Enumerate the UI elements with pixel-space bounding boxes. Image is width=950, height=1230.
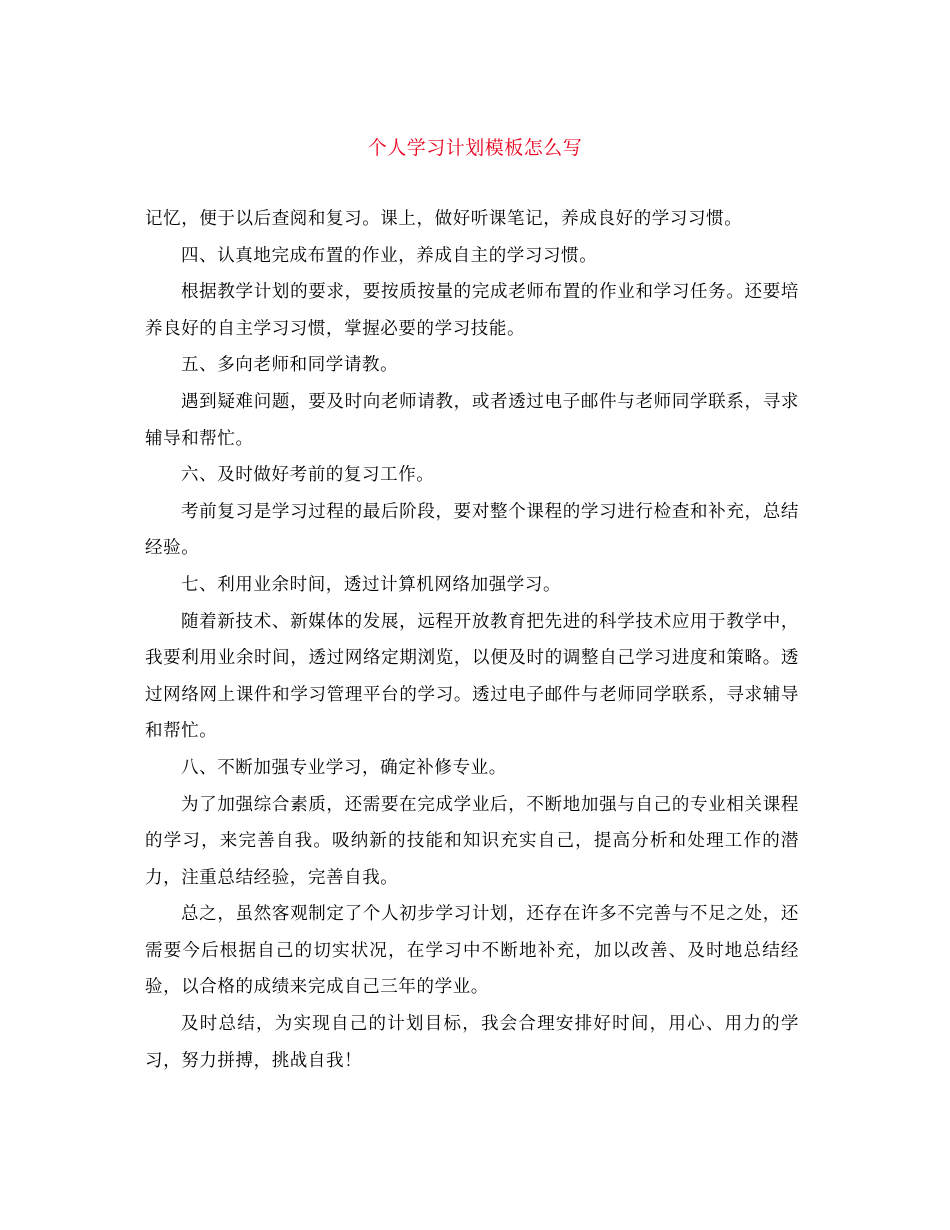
section-heading: 六、及时做好考前的复习工作。 bbox=[181, 465, 435, 486]
section-heading: 七、利用业余时间，透过计算机网络加强学习。 bbox=[181, 574, 562, 595]
paragraph: 及时总结，为实现自己的计划目标，我会合理安排好时间，用心、用力的学习，努力拼搏，挑战自我！ bbox=[145, 1014, 799, 1071]
section-heading: 八、不断加强专业学习，确定补修专业。 bbox=[181, 757, 507, 778]
paragraph: 为了加强综合素质，还需要在完成学业后，不断地加强与自己的专业相关课程的学习，来完善自我。吸纳新的技能和知识充实自己，提高分析和处理工作的潜力，注重总结经验，完善自我。 bbox=[145, 794, 799, 888]
paragraph: 总之，虽然客观制定了个人初步学习计划，还存在许多不完善与不足之处，还需要今后根据自己的切实状况，在学习中不断地补充，加以改善、及时地总结经验，以合格的成绩来完成自己三年的学业。 bbox=[145, 904, 799, 998]
section-heading: 五、多向老师和同学请教。 bbox=[181, 355, 399, 376]
paragraph: 随着新技术、新媒体的发展，远程开放教育把先进的科学技术应用于教学中，我要利用业余时间，透过网络定期浏览，以便及时的调整自己学习进度和策略。透过网络网上课件和学习管理平台的学习。透过电子邮件与老师同学联系，寻求辅导和帮忙。 bbox=[145, 611, 799, 742]
document-title: 个人学习计划模板怎么写 bbox=[367, 137, 583, 159]
paragraph: 遇到疑难问题，要及时向老师请教，或者透过电子邮件与老师同学联系，寻求辅导和帮忙。 bbox=[145, 391, 799, 449]
paragraph: 记忆，便于以后查阅和复习。课上，做好听课笔记，养成良好的学习习惯。 bbox=[145, 209, 743, 229]
paragraph: 根据教学计划的要求，要按质按量的完成老师布置的作业和学习任务。还要培养良好的自主学习习惯，掌握必要的学习技能。 bbox=[145, 282, 799, 339]
section-heading: 四、认真地完成布置的作业，养成自主的学习习惯。 bbox=[181, 245, 598, 266]
paragraph: 考前复习是学习过程的最后阶段，要对整个课程的学习进行检查和补充，总结经验。 bbox=[145, 501, 799, 559]
document-body bbox=[145, 201, 799, 1079]
